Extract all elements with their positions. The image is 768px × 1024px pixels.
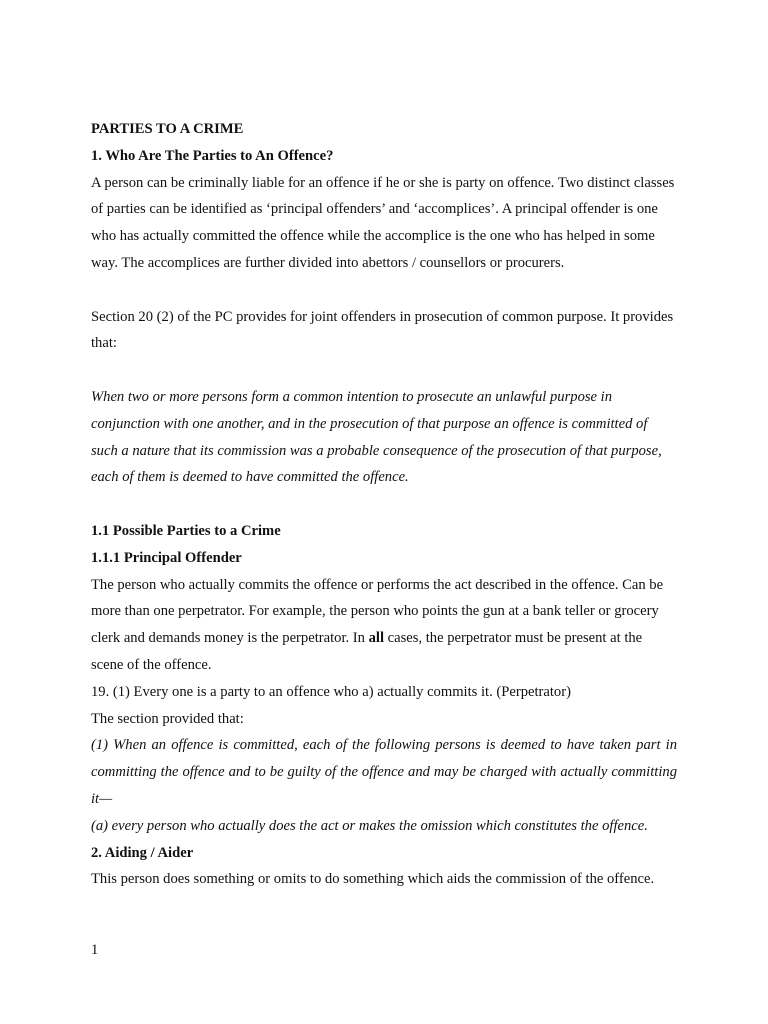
principal-offender-paragraph <box>91 572 677 679</box>
page-number: 1 <box>91 942 99 958</box>
paragraph-spacer <box>91 491 677 518</box>
section-19-subsection-a: (a) every person who actually does the act or makes the omission which constitutes the offence. <box>91 817 648 834</box>
document-page <box>91 116 677 893</box>
section-2-heading: 2. Aiding / Aider <box>91 844 194 861</box>
principal-offender-text-before: The person who actually commits the offence or performs the act described in the offence. Can be more than one perpetrator. For example, the person who points the gun at a bank teller or grocery clerk and demands money is the perpetrator. In <box>91 576 664 647</box>
section-19-quote: (1) When an offence is committed, each of the following persons is deemed to have taken part in committing the offence and to be guilty of the offence and may be charged with actually committing it— <box>91 737 677 807</box>
section-19-line: 19. (1) Every one is a party to an offence who a) actually commits it. (Perpetrator) <box>91 683 571 700</box>
section-1-paragraph: A person can be criminally liable for an offence if he or she is party on offence. Two distinct classes of parties can be identified as ‘principal offenders’ and ‘accomplices’. A principal offender is one who has actually committed the offence while the accomplice is the one who has helped in some way. The accomplices are further divided into abettors / counsellors or procurers. <box>91 174 675 271</box>
paragraph-spacer <box>91 277 677 304</box>
paragraph-spacer <box>91 357 677 384</box>
document-title: PARTIES TO A CRIME <box>91 121 244 137</box>
section-1-heading: 1. Who Are The Parties to An Offence? <box>91 147 334 164</box>
principal-offender-text-after: cases, the perpetrator must be present at the scene of the offence. <box>91 630 643 673</box>
section-20-quote: When two or more persons form a common intention to prosecute an unlawful purpose in conjunction with one another, and in the prosecution of that purpose an offence is committed of such a nature that its commission was a probable consequence of the prosecution of that purpose, each of them is deemed to have committed the offence. <box>91 388 662 486</box>
section-1-1-heading: 1.1 Possible Parties to a Crime <box>91 522 281 539</box>
section-provided-line: The section provided that: <box>91 710 244 727</box>
principal-offender-bold-word: all <box>368 630 385 647</box>
section-20-intro: Section 20 (2) of the PC provides for joint offenders in prosecution of common purpose. It provides that: <box>91 308 674 352</box>
section-1-1-1-heading: 1.1.1 Principal Offender <box>91 549 242 566</box>
section-2-paragraph: This person does something or omits to do something which aids the commission of the offence. <box>91 871 655 888</box>
